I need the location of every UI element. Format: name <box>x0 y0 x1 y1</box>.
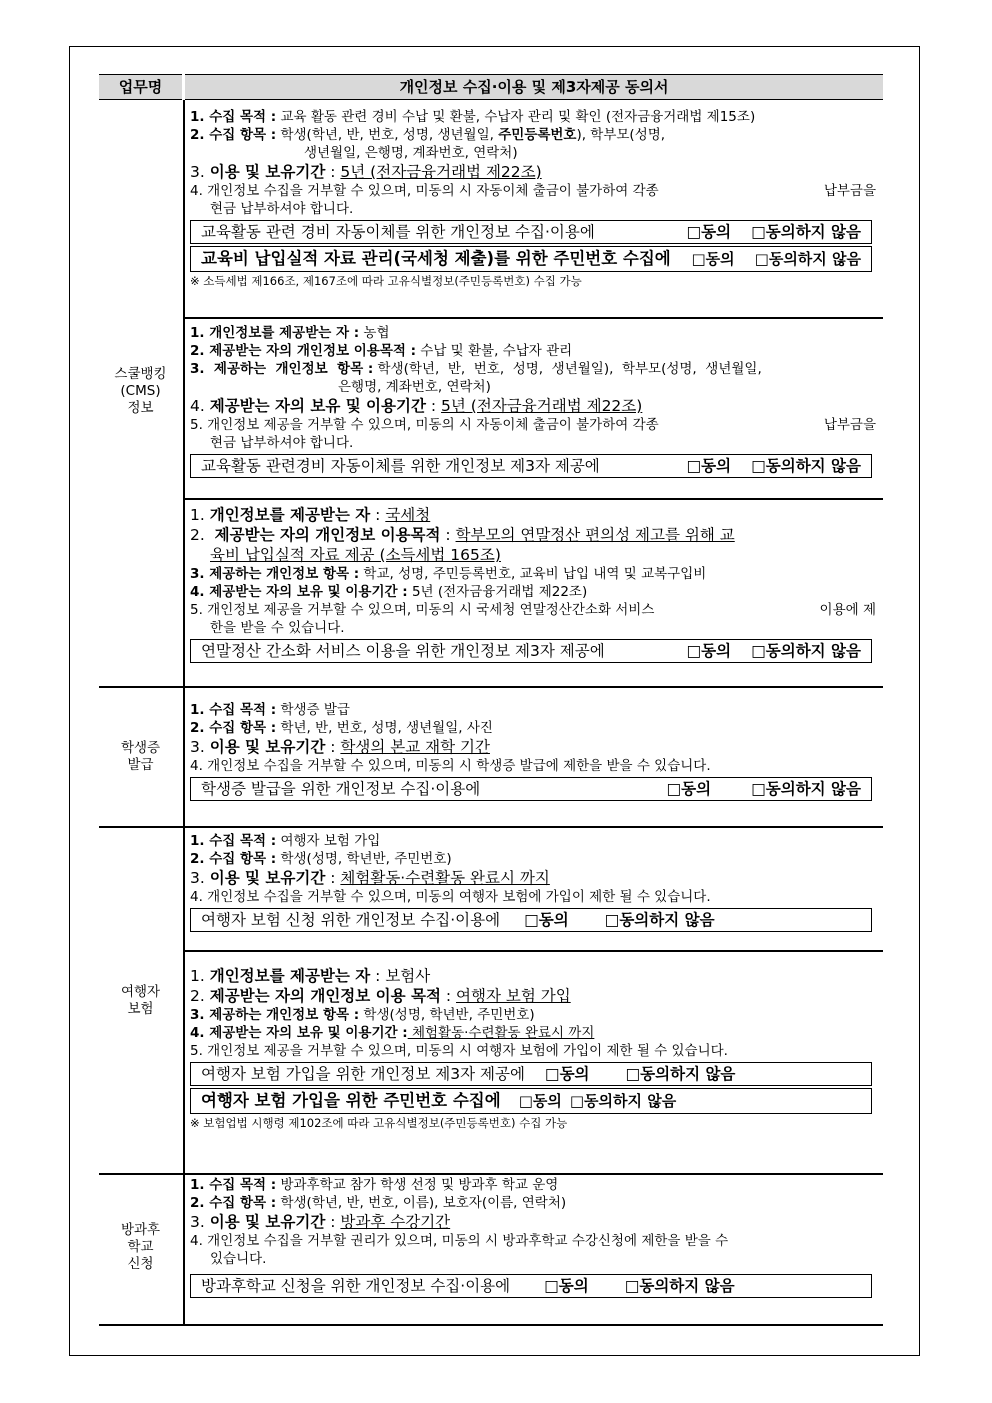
category-line: 보험 <box>127 1001 154 1017</box>
category-afterschool <box>99 1222 182 1273</box>
category-line: 신청 <box>127 1256 154 1272</box>
row-divider <box>99 826 883 828</box>
disagree-checkbox[interactable]: □동의하지 않음 <box>569 1092 677 1110</box>
category-line: 스쿨뱅킹 <box>114 366 167 382</box>
consent-box-insurance-rrn <box>190 1088 872 1114</box>
disagree-checkbox[interactable]: □동의하지 않음 <box>751 457 861 475</box>
header-consent-title: 개인정보 수집·이용 및 제3자제공 동의서 <box>185 74 883 100</box>
agree-checkbox[interactable]: □동의 <box>691 250 735 268</box>
consent-text: 학생증 발급을 위한 개인정보 수집·이용에 <box>201 780 481 798</box>
item-line: 1. 수집 목적 : 교육 활동 관련 경비 수납 및 환불, 수납자 관리 및 확인 (전자금융거래법 제15조) <box>190 109 756 125</box>
disagree-checkbox[interactable]: □동의하지 않음 <box>751 780 861 798</box>
disagree-checkbox[interactable]: □동의하지 않음 <box>754 250 861 268</box>
item-line: 5. 개인정보 제공을 거부할 수 있으며, 미동의 시 여행자 보험에 가입이 제한 될 수 있습니다. <box>190 1043 728 1059</box>
item-line: 3. 이용 및 보유기간 : 학생의 본교 재학 기간 <box>190 738 490 756</box>
item-line: 1. 개인정보를 제공받는 자 : 국세청 <box>190 506 431 524</box>
item-line: 2. 제공받는 자의 개인정보 이용목적 : 학부모의 연말정산 편의성 제고를 위해 교 <box>190 526 735 544</box>
section-insurance-third-party <box>190 966 876 1131</box>
header-task-name: 업무명 <box>99 74 182 100</box>
disagree-checkbox[interactable]: □동의하지 않음 <box>625 1065 736 1083</box>
category-school-banking <box>99 366 182 417</box>
item-line: 4. 개인정보 수집을 거부할 수 있으며, 미동의 여행자 보험에 가입이 제한 될 수 있습니다. <box>190 889 711 905</box>
section-divider <box>183 498 883 500</box>
item-line: 1. 수집 목적 : 학생증 발급 <box>190 702 350 718</box>
section-student-card <box>190 701 876 803</box>
item-line: 있습니다. <box>210 1251 267 1267</box>
disagree-checkbox[interactable]: □동의하지 않음 <box>751 642 861 660</box>
consent-box-afterschool <box>190 1274 872 1298</box>
section-insurance-collection <box>190 832 876 934</box>
agree-checkbox[interactable]: □동의 <box>544 1065 590 1083</box>
legal-note: ※ 소득세법 제166조, 제167조에 따라 고유식별정보(주민등록번호) 수집 가능 <box>190 274 582 288</box>
consent-box-insurance-collection <box>190 908 872 932</box>
disagree-checkbox[interactable]: □동의하지 않음 <box>604 911 715 929</box>
consent-text: 여행자 보험 가입을 위한 개인정보 제3자 제공에 <box>201 1065 525 1083</box>
item-line: 4. 제공받는 자의 보유 및 이용기간 : 5년 (전자금융거래법 제22조) <box>190 584 588 600</box>
category-line: (CMS) <box>120 383 161 399</box>
item-line: 육비 납입실적 자료 제공 (소득세법 165조) <box>210 546 501 564</box>
section-divider <box>183 317 883 319</box>
category-student-card <box>99 740 182 774</box>
item-line: 2. 제공받는 자의 개인정보 이용목적 : 수납 및 환불, 수납자 관리 <box>190 343 573 359</box>
item-line: 1. 개인정보를 제공받는 자 : 농협 <box>190 325 390 341</box>
consent-box-nts-third-party <box>190 639 872 663</box>
item-line: 3. 제공하는 개인정보 항목 : 학생(학년, 반, 번호, 성명, 생년월일), 학부모(성명, 생년월일, <box>190 361 762 377</box>
consent-box-cms-collection <box>190 220 872 244</box>
item-line: 1. 수집 목적 : 방과후학교 참가 학생 선정 및 방과후 학교 운영 <box>190 1177 559 1193</box>
item-line: 은행명, 계좌번호, 연락처) <box>338 379 491 395</box>
consent-box-insurance-third-party <box>190 1062 872 1086</box>
column-divider <box>183 100 185 1325</box>
section-cms-collection <box>190 108 876 289</box>
agree-checkbox[interactable]: □동의 <box>686 642 732 660</box>
agree-checkbox[interactable]: □동의 <box>666 780 712 798</box>
legal-note: ※ 보험업법 시행령 제102조에 따라 고유식별정보(주민등록번호) 수집 가능 <box>190 1116 568 1130</box>
table-bottom <box>99 1324 883 1326</box>
consent-text: 방과후학교 신청을 위한 개인정보 수집·이용에 <box>201 1277 511 1295</box>
disagree-checkbox[interactable]: □동의하지 않음 <box>751 223 861 241</box>
category-line: 학생증 <box>120 740 161 756</box>
section-nts-third-party <box>190 505 876 665</box>
item-line: 4. 개인정보 수집을 거부할 수 있으며, 미동의 시 학생증 발급에 제한을 받을 수 있습니다. <box>190 758 711 774</box>
item-line: 3. 이용 및 보유기간 : 5년 (전자금융거래법 제22조) <box>190 163 542 181</box>
item-line: 5. 개인정보 제공을 거부할 수 있으며, 미동의 시 국세청 연말정산간소화 서비스 이용에 제 <box>190 602 876 618</box>
disagree-checkbox[interactable]: □동의하지 않음 <box>624 1277 735 1295</box>
item-line: 4. 개인정보 수집을 거부할 수 있으며, 미동의 시 자동이체 출금이 불가하여 각종 납부금을 <box>190 183 876 199</box>
consent-text: 여행자 보험 신청 위한 개인정보 수집·이용에 <box>201 911 501 929</box>
item-line: 2. 수집 항목 : 학년, 반, 번호, 성명, 생년월일, 사진 <box>190 720 493 736</box>
consent-text: 여행자 보험 가입을 위한 주민번호 수집에 <box>201 1091 501 1110</box>
consent-box-rrn-collection <box>190 246 872 272</box>
consent-box-cms-third-party <box>190 454 872 478</box>
consent-text: 교육비 납입실적 자료 관리(국세청 제출)를 위한 주민번호 수집에 <box>201 249 671 268</box>
item-line: 현금 납부하셔야 합니다. <box>210 201 354 217</box>
category-line: 정보 <box>127 400 154 416</box>
consent-text: 교육활동 관련경비 자동이체를 위한 개인정보 제3자 제공에 <box>201 457 600 475</box>
row-divider <box>99 1173 883 1175</box>
item-line: 4. 제공받는 자의 보유 및 이용기간 : 체험활동·수련활동 완료시 까지 <box>190 1025 595 1041</box>
section-cms-third-party <box>190 324 876 480</box>
item-line: 2. 수집 항목 : 학생(학년, 반, 번호, 이름), 보호자(이름, 연락처) <box>190 1195 567 1211</box>
item-line: 3. 이용 및 보유기간 : 체험활동·수련활동 완료시 까지 <box>190 869 550 887</box>
category-line: 발급 <box>127 757 154 773</box>
item-line: 현금 납부하셔야 합니다. <box>210 435 354 451</box>
row-divider <box>99 686 883 688</box>
item-line: 3. 제공하는 개인정보 항목 : 학생(성명, 학년반, 주민번호) <box>190 1007 535 1023</box>
section-afterschool <box>190 1176 876 1300</box>
item-line: 생년월일, 은행명, 계좌번호, 연락처) <box>304 145 518 161</box>
item-line: 3. 이용 및 보유기간 : 방과후 수강기간 <box>190 1213 451 1231</box>
agree-checkbox[interactable]: □동의 <box>544 1277 589 1295</box>
item-line: 2. 수집 항목 : 학생(학년, 반, 번호, 성명, 생년월일, 주민등록번호), 학부모(성명, <box>190 127 666 143</box>
section-divider <box>183 950 883 952</box>
item-line: 4. 제공받는 자의 보유 및 이용기간 : 5년 (전자금융거래법 제22조) <box>190 397 643 415</box>
agree-checkbox[interactable]: □동의 <box>524 911 569 929</box>
agree-checkbox[interactable]: □동의 <box>518 1092 562 1110</box>
consent-text: 연말정산 간소화 서비스 이용을 위한 개인정보 제3자 제공에 <box>201 642 605 660</box>
category-line: 학교 <box>127 1239 154 1255</box>
item-line: 2. 제공받는 자의 개인정보 이용 목적 : 여행자 보험 가입 <box>190 987 571 1005</box>
item-line: 2. 수집 항목 : 학생(성명, 학년반, 주민번호) <box>190 851 452 867</box>
item-line: 4. 개인정보 수집을 거부할 권리가 있으며, 미동의 시 방과후학교 수강신청에 제한을 받을 수 <box>190 1233 729 1249</box>
item-line: 3. 제공하는 개인정보 항목 : 학교, 성명, 주민등록번호, 교육비 납입 내역 및 교복구입비 <box>190 566 707 582</box>
consent-box-student-card <box>190 777 872 801</box>
consent-text: 교육활동 관련 경비 자동이체를 위한 개인정보 수집·이용에 <box>201 223 595 241</box>
item-line: 1. 개인정보를 제공받는 자 : 보험사 <box>190 967 431 985</box>
category-line: 여행자 <box>120 984 161 1000</box>
agree-checkbox[interactable]: □동의 <box>686 457 732 475</box>
category-line: 방과후 <box>120 1222 161 1238</box>
item-line: 5. 개인정보 제공을 거부할 수 있으며, 미동의 시 자동이체 출금이 불가하여 각종 납부금을 <box>190 417 876 433</box>
agree-checkbox[interactable]: □동의 <box>686 223 732 241</box>
category-travel-insurance <box>99 984 182 1018</box>
item-line: 1. 수집 목적 : 여행자 보험 가입 <box>190 833 381 849</box>
item-line: 한을 받을 수 있습니다. <box>210 620 345 636</box>
